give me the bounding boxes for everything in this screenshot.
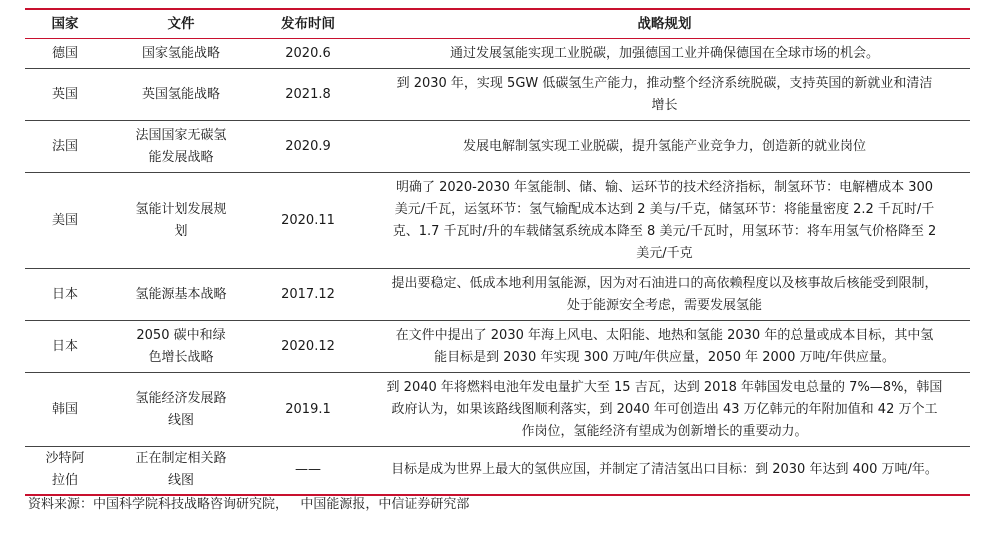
country-line: 拉伯 [51,473,78,489]
file-line: 国家氢能战略 [141,45,220,61]
cell-plan [359,321,970,373]
cell-plan [359,447,970,495]
file-line: 正在制定相关路 [135,451,227,467]
cell-file [105,121,257,173]
cell-file [105,39,257,69]
file-line: 法国国家无碳氢 [135,127,227,143]
plan-line: 通过发展氢能实现工业脱碳，加强德国工业并确保德国在全球市场的机会。 [449,45,879,61]
country-text: 德国 [51,45,78,61]
source-note: 资料来源：中国科学院科技战略咨询研究院， 中国能源报，中信证券研究部 [28,497,470,512]
country-text: 日本 [51,286,78,302]
cell-file [105,173,257,269]
file-line: 氢能经济发展路 [135,390,227,406]
file-line: 色增长战略 [148,349,214,365]
header-country: 国家 [25,9,105,39]
cell-date [257,321,359,373]
table-row [25,121,970,173]
table-header [25,9,970,39]
file-line: 划 [174,223,188,239]
table-row [25,69,970,121]
plan-line: 处于能源安全考虑，需要发展氢能 [566,297,762,313]
plan-line: 目标是成为世界上最大的氢供应国，并制定了清洁氢出口目标：到 2030 年达到 400 万吨/年。 [391,462,938,478]
file-line: 线图 [167,412,194,428]
cell-date [257,447,359,495]
hydrogen-strategy-table [25,8,970,496]
date-text: 2021.8 [285,86,331,102]
file-line: 氢能计划发展规 [135,201,227,217]
table-row [25,173,970,269]
date-text: 2020.12 [281,338,335,354]
cell-country [25,39,105,69]
plan-line: 明确了 2020-2030 年氢能制、储、输、运环节的技术经济指标，制氢环节：电解槽成本 300 [395,179,934,195]
cell-date [257,121,359,173]
plan-line: 作岗位，氢能经济有望成为创新增长的重要动力。 [521,423,808,439]
cell-country [25,447,105,495]
plan-line: 提出要稳定、低成本地利用氢能源，因为对石油进口的高依赖程度以及核事故后核能受到限制， [391,275,938,291]
cell-plan [359,121,970,173]
date-text: —— [295,462,321,478]
country-text: 美国 [51,212,78,228]
date-text: 2017.12 [281,286,335,302]
cell-country [25,321,105,373]
country-text: 法国 [51,138,78,154]
cell-plan [359,69,970,121]
cell-file [105,447,257,495]
file-line: 能发展战略 [148,149,214,165]
plan-line: 美元/千瓦，运氢环节：氢气输配成本达到 2 美与/千克，储氢环节：将能量密度 2.2 千瓦时/千 [394,201,935,217]
cell-file [105,321,257,373]
date-text: 2019.1 [285,401,331,417]
cell-country [25,69,105,121]
file-line: 线图 [167,473,194,489]
cell-file [105,373,257,447]
cell-date [257,373,359,447]
table-row [25,269,970,321]
plan-line: 在文件中提出了 2030 年海上风电、太阳能、地热和氢能 2030 年的总量或成本目标，其中氢 [395,327,934,343]
plan-line: 能目标是到 2030 年实现 300 万吨/年供应量，2050 年 2000 万吨/年供应量。 [434,349,895,365]
country-line: 沙特阿 [45,451,85,467]
plan-line: 增长 [651,97,678,113]
table-row [25,39,970,69]
cell-country [25,373,105,447]
cell-country [25,173,105,269]
cell-country [25,269,105,321]
table-row [25,373,970,447]
cell-country [25,121,105,173]
country-text: 日本 [51,338,78,354]
plan-line: 政府认为，如果该路线图顺利落实，到 2040 年可创造出 43 万亿韩元的年附加值和 42 万个工 [391,401,938,417]
plan-line: 美元/千克 [636,245,693,261]
cell-date [257,69,359,121]
table-body [25,39,970,495]
date-text: 2020.6 [285,45,331,61]
table-row [25,447,970,495]
cell-plan [359,39,970,69]
table-row [25,321,970,373]
country-text: 韩国 [51,401,78,417]
header-date: 发布时间 [257,9,359,39]
plan-line: 到 2040 年将燃料电池年发电量扩大至 15 吉瓦，达到 2018 年韩国发电总量的 7%—8%，韩国 [386,379,943,395]
plan-line: 克、1.7 千瓦时/升的车载储氢系统成本降至 8 美元/千瓦时，用氢环节：将车用氢气价格降至 2 [392,223,937,239]
file-line: 2050 碳中和绿 [136,327,226,343]
plan-line: 到 2030 年，实现 5GW 低碳氢生产能力，推动整个经济系统脱碳，支持英国的新就业和清洁 [396,75,933,91]
cell-file [105,69,257,121]
cell-date [257,39,359,69]
header-plan: 战略规划 [359,9,970,39]
country-text: 英国 [51,86,78,102]
date-text: 2020.11 [281,212,335,228]
file-line: 英国氢能战略 [141,86,220,102]
cell-file [105,269,257,321]
file-line: 氢能源基本战略 [135,286,227,302]
cell-plan [359,269,970,321]
cell-plan [359,173,970,269]
table-header-row [25,9,970,39]
date-text: 2020.9 [285,138,331,154]
cell-plan [359,373,970,447]
cell-date [257,269,359,321]
header-file: 文件 [105,9,257,39]
plan-line: 发展电解制氢实现工业脱碳，提升氢能产业竞争力，创造新的就业岗位 [462,138,866,154]
cell-date [257,173,359,269]
